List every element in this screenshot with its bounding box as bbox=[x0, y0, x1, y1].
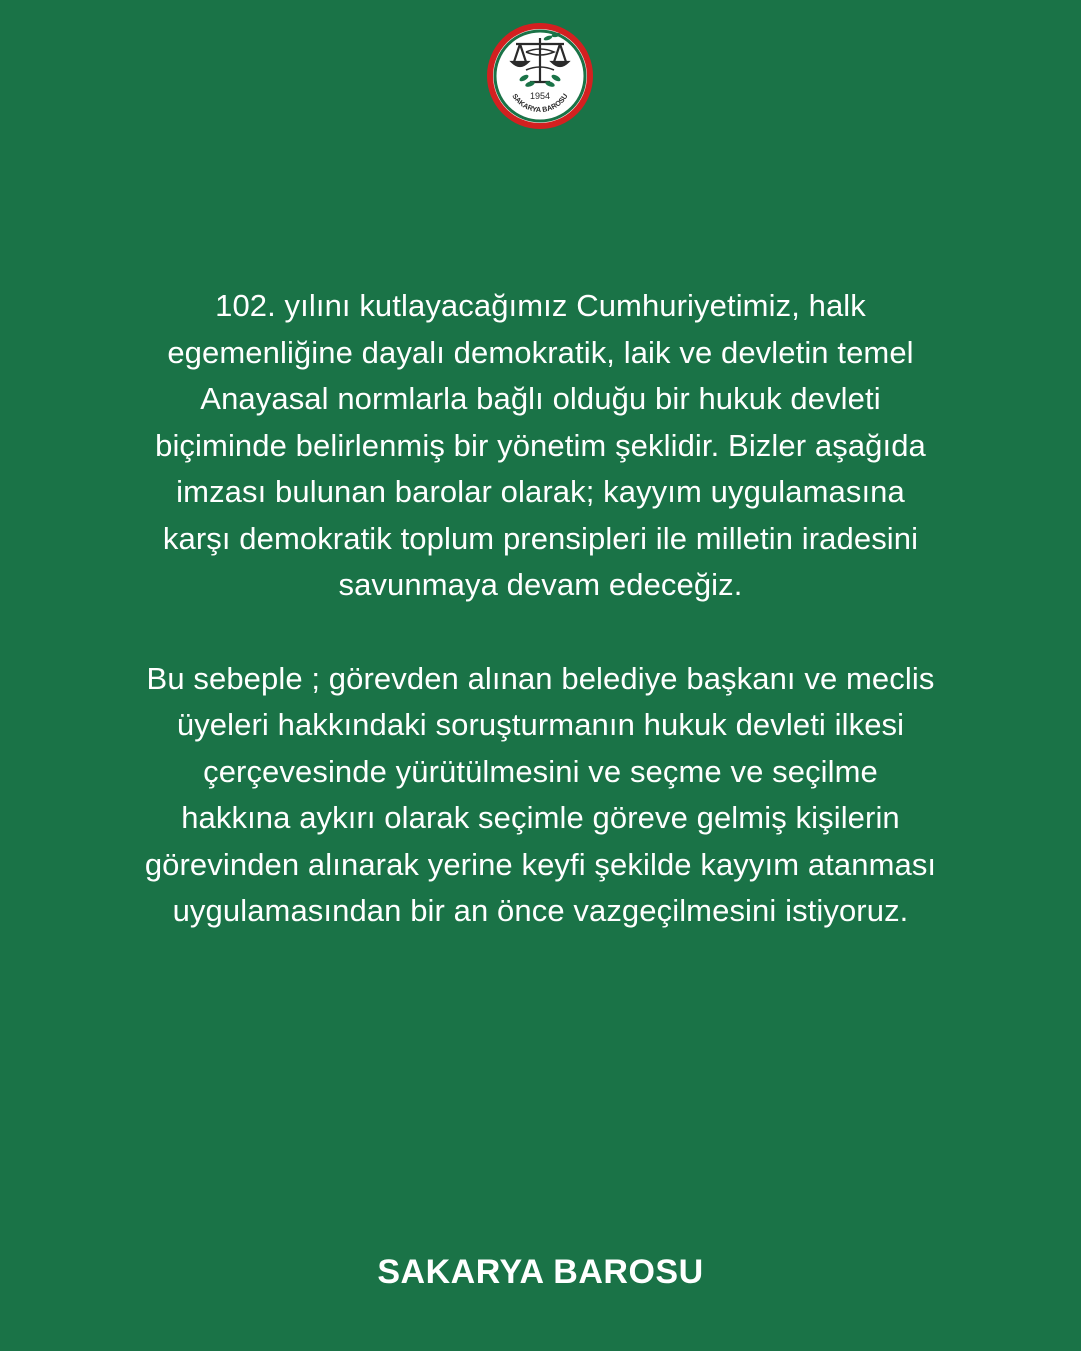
statement-line: görevinden alınarak yerine keyfi şekilde kayyım atanması bbox=[144, 846, 937, 882]
statement-line: çerçevesinde yürütülmesini ve seçme ve seçilme bbox=[203, 753, 878, 789]
signature: SAKARYA BAROSU bbox=[377, 1253, 704, 1291]
statement-line: savunmaya devam edeceğiz. bbox=[338, 567, 743, 602]
statement-line: karşı demokratik toplum prensipleri ile milletin iradesini bbox=[162, 520, 919, 556]
statement-line: hakkına aykırı olarak seçimle göreve gelmiş kişilerin bbox=[181, 800, 900, 835]
logo-name: SAKARYA BAROSU bbox=[510, 91, 570, 115]
paragraph-gap bbox=[40, 609, 1041, 656]
statement-line: Anayasal normlarla bağlı olduğu bir hukuk devleti bbox=[200, 381, 881, 416]
statement-line: biçiminde belirlenmiş bir yönetim şeklidir. Bizler aşağıda bbox=[155, 427, 926, 463]
bar-association-seal-icon bbox=[486, 22, 594, 130]
statement-text bbox=[40, 283, 1041, 935]
statement-line: üyeleri hakkındaki soruşturmanın hukuk devleti ilkesi bbox=[176, 707, 905, 742]
statement-line: egemenliğine dayalı demokratik, laik ve devletin temel bbox=[167, 334, 914, 370]
sakarya-barosu-logo bbox=[486, 22, 594, 130]
statement-line: imzası bulunan barolar olarak; kayyım uygulamasına bbox=[176, 474, 905, 509]
statement-line: 102. yılını kutlayacağımız Cumhuriyetimiz, halk bbox=[215, 288, 866, 323]
statement-line: uygulamasından bir an önce vazgeçilmesini istiyoruz. bbox=[172, 893, 909, 928]
statement-line: Bu sebeple ; görevden alınan belediye başkanı ve meclis bbox=[146, 660, 935, 696]
logo-year: 1954 bbox=[529, 91, 551, 101]
statement-paragraph-2 bbox=[40, 656, 1041, 935]
statement-paragraph-1 bbox=[40, 283, 1041, 609]
